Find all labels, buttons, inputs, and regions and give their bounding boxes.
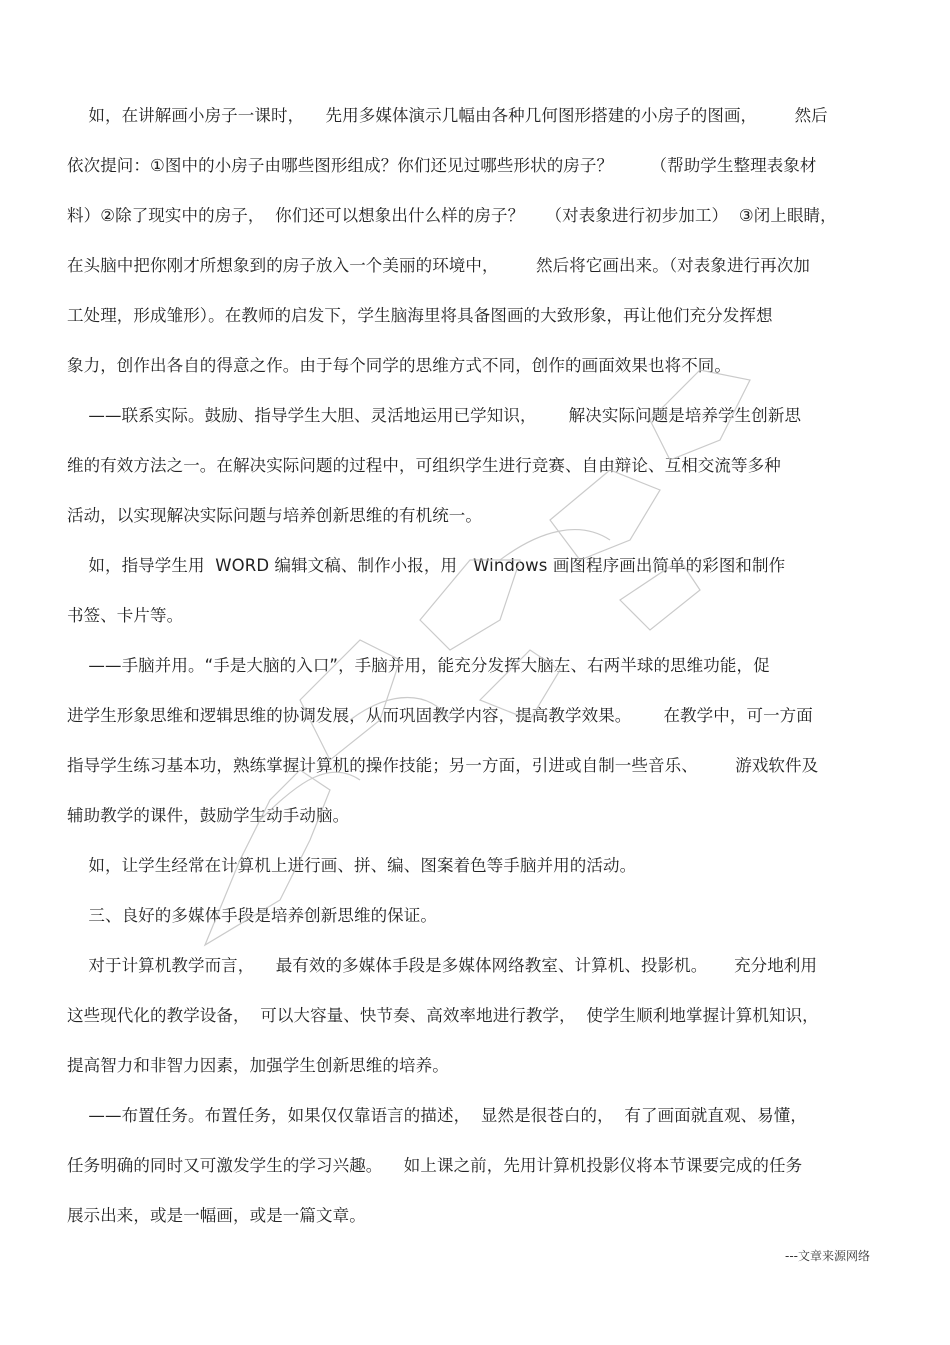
text-line: 指导学生练习基本功，熟练掌握计算机的操作技能；另一方面，引进或自制一些音乐、 游戏软件及 [67, 756, 819, 775]
text-line: 辅助教学的课件，鼓励学生动手动脑。 [67, 806, 350, 825]
text-line: 提高智力和非智力因素，加强学生创新思维的培养。 [67, 1056, 449, 1075]
text-line: 三、良好的多媒体手段是培养创新思维的保证。 [67, 906, 437, 925]
text-line: 维的有效方法之一。在解决实际问题的过程中，可组织学生进行竞赛、自由辩论、互相交流等多种 [67, 456, 781, 475]
text-line: ——布置任务。布置任务，如果仅仅靠语言的描述， 显然是很苍白的， 有了画面就直观、易懂， [67, 1106, 807, 1125]
text-line: 对于计算机教学而言， 最有效的多媒体手段是多媒体网络教室、计算机、投影机。 充分地利用 [67, 956, 818, 975]
text-line: 展示出来，或是一幅画，或是一篇文章。 [67, 1206, 366, 1225]
source-footer: ---文章来源网络 [785, 1249, 870, 1263]
text-line: ——手脑并用。“手是大脑的入口”，手脑并用，能充分发挥大脑左、右两半球的思维功能，促 [67, 656, 770, 675]
text-line: 如，指导学生用 WORD 编辑文稿、制作小报，用 Windows 画图程序画出简单的彩图和制作 [67, 556, 786, 575]
text-line: 在头脑中把你刚才所想象到的房子放入一个美丽的环境中， 然后将它画出来。（对表象进行再次加 [67, 256, 810, 275]
text-line: 如，让学生经常在计算机上进行画、拼、编、图案着色等手脑并用的活动。 [67, 856, 637, 875]
text-line: 任务明确的同时又可激发学生的学习兴趣。 如上课之前，先用计算机投影仪将本节课要完成的任务 [67, 1156, 803, 1175]
text-line: 依次提问：①图中的小房子由哪些图形组成？你们还见过哪些形状的房子？ （帮助学生整理表象材 [67, 156, 817, 175]
text-line: 这些现代化的教学设备， 可以大容量、快节奏、高效率地进行教学， 使学生顺利地掌握计算机知识， [67, 1006, 819, 1025]
text-line: 料）②除了现实中的房子， 你们还可以想象出什么样的房子？ （对表象进行初步加工） ③闭上眼睛， [67, 206, 837, 225]
text-line: 工处理，形成雏形）。在教师的启发下，学生脑海里将具备图画的大致形象，再让他们充分发挥想 [67, 306, 773, 325]
text-line: 如，在讲解画小房子一课时， 先用多媒体演示几幅由各种几何图形搭建的小房子的图画， 然后 [67, 106, 828, 125]
text-line: 象力，创作出各自的得意之作。由于每个同学的思维方式不同，创作的画面效果也将不同。 [67, 356, 731, 375]
text-line: 进学生形象思维和逻辑思维的协调发展，从而巩固教学内容，提高教学效果。 在教学中，可一方面 [67, 706, 813, 725]
text-line: 活动，以实现解决实际问题与培养创新思维的有机统一。 [67, 506, 482, 525]
text-line: 书签、卡片等。 [67, 606, 184, 625]
text-line: ——联系实际。鼓励、指导学生大胆、灵活地运用已学知识， 解决实际问题是培养学生创新思 [67, 406, 802, 425]
